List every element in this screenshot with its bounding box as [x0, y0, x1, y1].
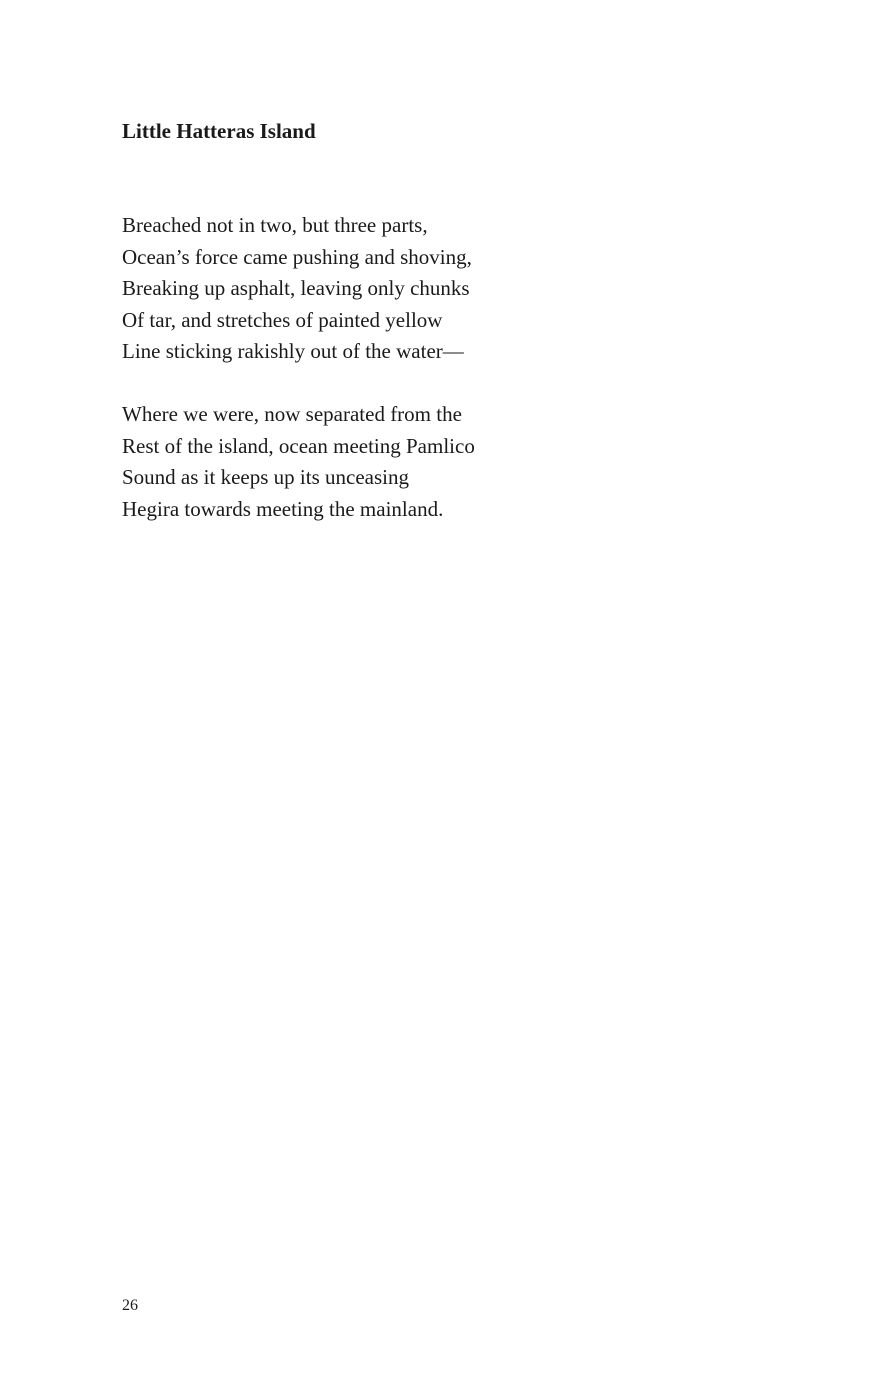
poem-line: Ocean’s force came pushing and shoving,	[122, 244, 472, 269]
poem-stanza-1	[122, 210, 472, 368]
poem-line: Breached not in two, but three parts,	[122, 213, 428, 237]
poem-line: Sound as it keeps up its unceasing	[122, 465, 409, 490]
poem-title: Little Hatteras Island	[122, 119, 316, 143]
poem-line: Where we were, now separated from the	[122, 402, 462, 426]
page-number: 26	[122, 1297, 138, 1314]
poem-line: Hegira towards meeting the mainland.	[122, 496, 444, 521]
poem-line: Rest of the island, ocean meeting Pamlico	[122, 433, 475, 458]
poem-line: Of tar, and stretches of painted yellow	[122, 307, 443, 332]
poem-line: Line sticking rakishly out of the water—	[122, 339, 464, 364]
poem-stanza-2	[122, 399, 475, 525]
poem-line: Breaking up asphalt, leaving only chunks	[122, 276, 470, 301]
